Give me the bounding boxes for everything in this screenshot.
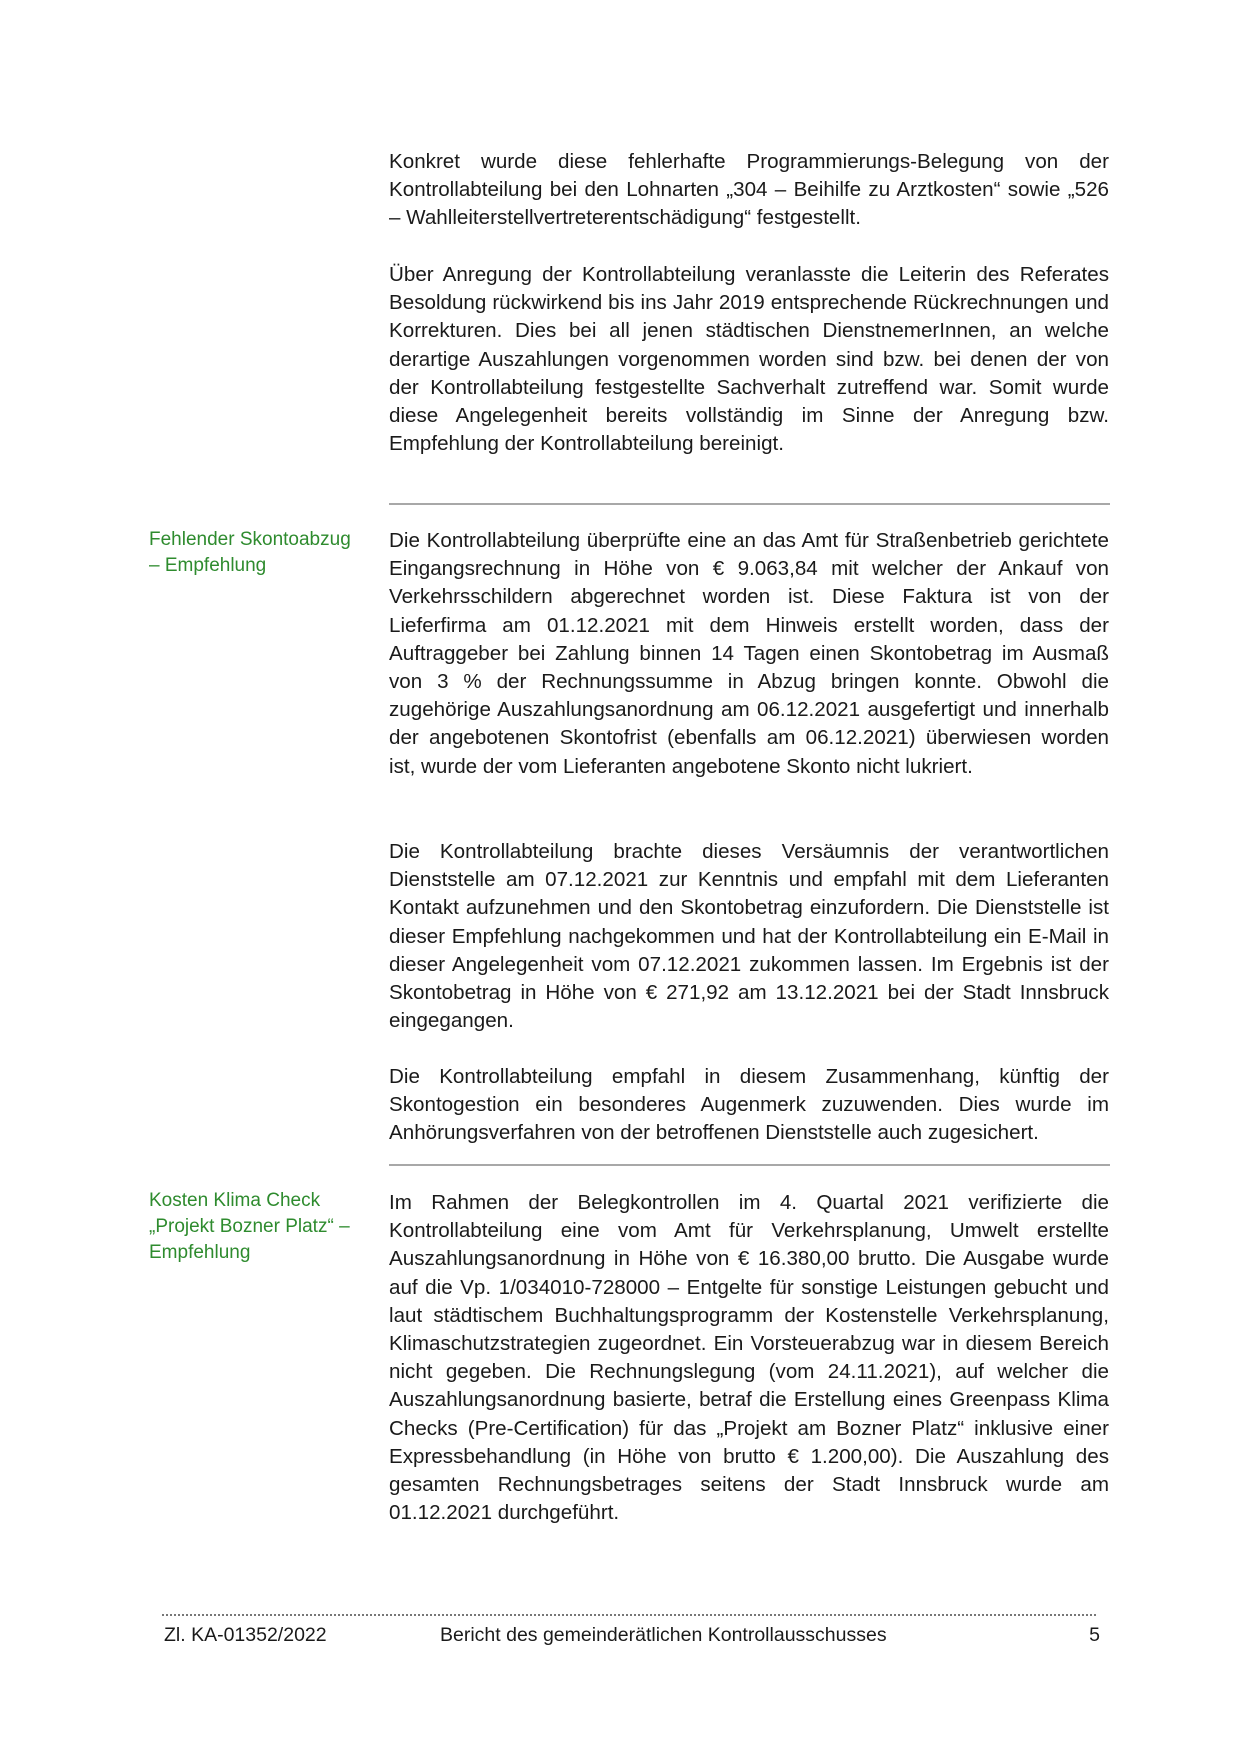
paragraph-skontogestion: Die Kontrollabteilung empfahl in diesem Zusammenhang, künftig der Skontogestion ein besonderes Augenmerk zuzuwenden. Dies wurde im Anhörungsverfahren von der betroffenen Dienststelle auch zugesichert. — [389, 1065, 1109, 1145]
side-heading-skontoabzug — [149, 527, 379, 579]
side-heading-line: „Projekt Bozner Platz“ – — [149, 1216, 350, 1237]
section-divider — [389, 503, 1110, 505]
section-divider — [389, 1164, 1110, 1166]
side-heading-line: Fehlender Skontoabzug — [149, 529, 351, 550]
paragraph-programmierung: Konkret wurde diese fehlerhafte Programmierungs-Belegung von der Kontrollabteilung bei den Lohnarten „304 – Beihilfe zu Arztkosten“ sowie „526 – Wahlleiterstellvertreterentschädigung“ festgestellt. — [389, 150, 1109, 230]
footer-reference: Zl. KA-01352/2022 — [164, 1624, 327, 1646]
paragraph-eingangsrechnung: Die Kontrollabteilung überprüfte eine an das Amt für Straßenbetrieb gerichtete Eingangsrechnung in Höhe von € 9.063,84 mit welcher der Ankauf von Verkehrsschildern abgerechnet worden ist. Diese Faktura ist von der Lieferfirma am 01.12.2021 mit dem Hinweis erstellt worden, dass der Auftraggeber bei Zahlung binnen 14 Tagen einen Skontobetrag im Ausmaß von 3 % der Rechnungssumme in Abzug bringen konnte. Obwohl die zugehörige Auszahlungsanordnung am 06.12.2021 ausgefertigt und innerhalb der angebotenen Skontofrist (ebenfalls am 06.12.2021) überwiesen worden ist, wurde der vom Lieferanten angebotene Skonto nicht lukriert. — [389, 529, 1109, 778]
page-number: 5 — [1089, 1624, 1100, 1646]
paragraph-belegkontrollen: Im Rahmen der Belegkontrollen im 4. Quartal 2021 verifizierte die Kontrollabteilung eine vom Amt für Verkehrsplanung, Umwelt erstellte Auszahlungsanordnung in Höhe von € 16.380,00 brutto. Die Ausgabe wurde auf die Vp. 1/034010-728000 – Entgelte für sonstige Leistungen gebucht und laut städtischem Buchhaltungsprogramm der Kostenstelle Verkehrsplanung, Klimaschutzstrategien zugeordnet. Ein Vorsteuerabzug war in diesem Bereich nicht gegeben. Die Rechnungslegung (vom 24.11.2021), auf welcher die Auszahlungsanordnung basierte, betraf die Erstellung eines Greenpass Klima Checks (Pre-Certification) für das „Projekt am Bozner Platz“ inklusive einer Expressbehandlung (in Höhe von brutto € 1.200,00). Die Auszahlung des gesamten Rechnungsbetrages seitens der Stadt Innsbruck wurde am 01.12.2021 durchgeführt. — [389, 1191, 1109, 1525]
paragraph-rueckrechnungen: Über Anregung der Kontrollabteilung veranlasste die Leiterin des Referates Besoldung rückwirkend bis ins Jahr 2019 entsprechende Rückrechnungen und Korrekturen. Dies bei all jenen städtischen DienstnemerInnen, an welche derartige Auszahlungen vorgenommen worden sind bzw. bei denen der von der Kontrollabteilung festgestellte Sachverhalt zutreffend war. Somit wurde diese Angelegenheit bereits vollständig im Sinne der Anregung bzw. Empfehlung der Kontrollabteilung bereinigt. — [389, 263, 1109, 456]
side-heading-line: Empfehlung — [149, 1242, 251, 1263]
side-heading-klima-check — [149, 1188, 379, 1266]
footer-title: Bericht des gemeinderätlichen Kontrollausschusses — [440, 1624, 887, 1646]
footer-divider — [162, 1614, 1096, 1616]
paragraph-versaeumnis: Die Kontrollabteilung brachte dieses Versäumnis der verantwortlichen Dienststelle am 07.12.2021 zur Kenntnis und empfahl mit dem Lieferanten Kontakt aufzunehmen und den Skontobetrag einzufordern. Die Dienststelle ist dieser Empfehlung nachgekommen und hat der Kontrollabteilung ein E-Mail in dieser Angelegenheit vom 07.12.2021 zukommen lassen. Im Ergebnis ist der Skontobetrag in Höhe von € 271,92 am 13.12.2021 bei der Stadt Innsbruck eingegangen. — [389, 840, 1109, 1033]
side-heading-line: – Empfehlung — [149, 555, 267, 576]
side-heading-line: Kosten Klima Check — [149, 1190, 321, 1211]
